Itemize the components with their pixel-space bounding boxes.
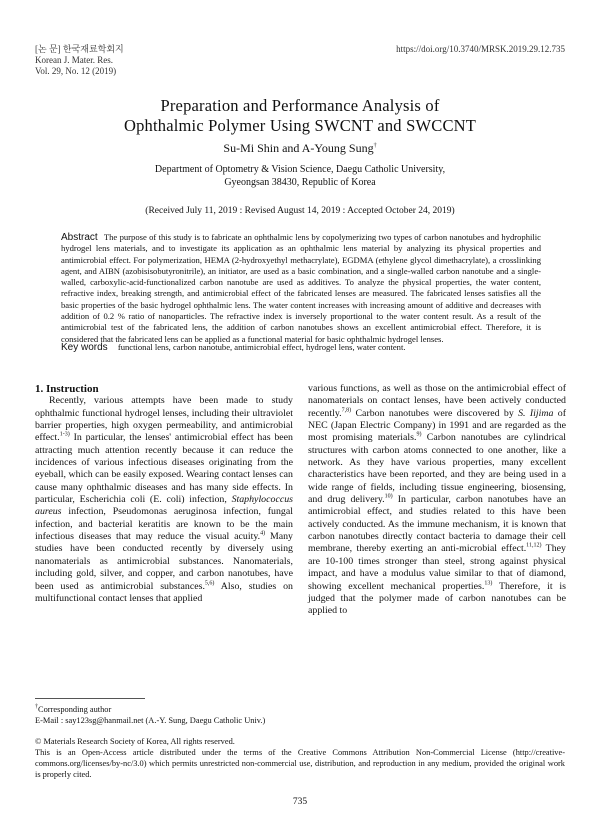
body-column-right: [308, 383, 566, 618]
authors-text: Su-Mi Shin and A-Young Sung: [223, 141, 374, 155]
footnote-email: E-Mail : say123sg@hanmail.net (A.-Y. Sung, Daegu Catholic Univ.): [35, 716, 266, 725]
abstract: [61, 232, 541, 345]
text-run: Carbon nanotubes are cylindrical structures with carbon atoms connected to one another, like a network. As they have various properties, many excellent characteristics have been reported, and they are being used in a wide range of fields, including tissue engineering, biosensing, and drug delivery.: [308, 432, 566, 506]
citation: 10): [384, 493, 393, 500]
journal-header: [35, 44, 124, 77]
text-run: Also, studies on multifunctional contact lenses that applied: [35, 580, 293, 604]
text-run: Therefore, it is judged that the polymer made of carbon nanotubes can be applied to: [308, 580, 566, 617]
journal-abbrev: Korean J. Mater. Res.: [35, 55, 113, 65]
license-text: This is an Open-Access article distributed under the terms of the Creative Commons Attribution Non-Commercial License (http://creative-commons.org/licenses/by-nc/3.0) which permits unrestricted non-commercial use, distribution, and reproduction in any medium, provided the original work is properly cited.: [35, 748, 565, 779]
copyright-notice: © Materials Research Society of Korea, All rights reserved.: [35, 737, 235, 746]
species-name: Staphylococcus aureus: [35, 494, 293, 518]
abstract-text: The purpose of this study is to fabricate an ophthalmic lens by copolymerizing two types of carbon nanotubes and hydrophilic hydrogel lens materials, and to investigate its application as an ophthalmic lens material by analyzing its physical properties and antimicrobial effect. For polymerization, HEMA (2-hydroxyethyl methacrylate), EGDMA (ethylene glycol dimethacrylate), a crosslinking agent, and AIBN (azobisisobutyronitrile), an initiator, are used as a basic combination, and a single-walled carbon nanotube and a single-walled, carboxylic-acid-functionalized carbon nanotube are used as additives. To analyze the physical properties, the water content, refractive index, breaking strength, and antimicrobial effect of the fabricated lenses are measured. The fabricated lenses satisfies all the basic properties of the basic hydrogel ophthalmic lens. The water content increases with increasing amount of additive and decreases with addition of 0.2 % ratio of nanoparticles. The refractive index is inversely proportional to the water content result. As a result of the antimicrobial test of the fabricated lens, the addition of carbon nanotubes shows an excellent antimicrobial effect. Therefore, it is considered that the fabricated lens can be applied as a functional material for basic ophthalmic hydrogel lenses.: [61, 232, 541, 344]
corresponding-mark: †: [373, 143, 377, 149]
intro-paragraph: [35, 395, 293, 605]
footnote-mark: †: [35, 704, 38, 711]
citation: 7,8): [341, 407, 352, 414]
affiliation-line-1: Department of Optometry & Vision Science, Daegu Catholic University,: [154, 164, 446, 175]
text-run: various functions, as well as those on the antimicrobial effect of nanomaterials on contact lenses, have been actively conducted recently.: [308, 383, 566, 419]
paper-title: [0, 96, 600, 136]
text-run: In particular, the lenses' antimicrobial effect has been attracting much attention recently because it can reduce the incidences of various infectious diseases originating from the eyeball, which can be easily exposed. Wearing contact lenses can cause many ophthalmic diseases and has many side effects. In particular, Escherichia coli (E. coli) infection,: [35, 432, 293, 506]
citation: 9): [416, 432, 422, 439]
citation: 5,6): [204, 580, 215, 587]
citation: 13): [484, 580, 493, 587]
affiliation-line-2: Gyeongsan 38430, Republic of Korea: [224, 177, 376, 188]
section-heading: 1. Instruction: [35, 383, 99, 395]
person-name: S. Iijima: [518, 407, 554, 419]
text-run: Recently, various attempts have been made to study ophthalmic functional hydrogel lenses, including their ultraviolet barrier properties, high oxygen permeability, and antimicrobial effect.: [35, 395, 293, 444]
text-run: Carbon nanotubes were discovered by: [351, 407, 519, 419]
footnote: [35, 704, 265, 726]
keywords-label: Key words: [61, 342, 108, 353]
journal-korean: [논 문] 한국재료학회지: [35, 44, 124, 54]
text-run: Many studies have been conducted recently by diversely using nanomaterials as antimicrobial substances. Nanomaterials, including gold, silver, and copper, and carbon nanotubes, have been used as antimicrobial substances.: [35, 531, 293, 592]
title-line-1: Preparation and Performance Analysis of: [160, 96, 440, 115]
received-dates: (Received July 11, 2019 : Revised August 14, 2019 : Accepted October 24, 2019): [145, 206, 455, 216]
affiliation: [0, 163, 600, 189]
page-number: 735: [292, 797, 308, 807]
doi-link[interactable]: https://doi.org/10.3740/MRSK.2019.29.12.735: [396, 44, 565, 54]
text-run: They are 10-100 times stronger than steel, strong against physical impact, and have a modulus value similar to that of diamond, showing excellent mechanical properties.: [308, 543, 566, 592]
text-run: of NEC (Japan Electric Company) in 1991 and are regarded as the most promising materials.: [308, 407, 566, 444]
citation: 4): [260, 530, 266, 537]
footnote-divider: [35, 698, 145, 699]
author-list: [0, 141, 600, 156]
citation: 11,12): [526, 543, 542, 550]
text-run: infection, Pseudomonas aeruginosa infection, fungal infection, and bacterial keratitis are known to be the main infectious diseases that may reduce the visual acuity.: [35, 506, 293, 543]
text-run: In particular, carbon nanotubes have an antimicrobial effect, and studies related to this have been actively conducted. As the immune mechanism, it is known that carbon nanotubes directly contact bacteria to damage their cell membrane, thereby exerting an anti-microbial effect.: [308, 494, 566, 555]
keywords: [61, 342, 541, 353]
journal-volume: Vol. 29, No. 12 (2019): [35, 66, 117, 76]
abstract-label: Abstract: [61, 232, 98, 243]
body-column-left: [35, 383, 293, 605]
license-block: [35, 736, 565, 780]
footnote-corresponding: Corresponding author: [38, 705, 112, 714]
title-line-2: Ophthalmic Polymer Using SWCNT and SWCCNT: [123, 116, 477, 135]
continued-paragraph: [308, 383, 566, 618]
citation: 1-3): [59, 432, 70, 439]
keywords-text: functional lens, carbon nanotube, antimicrobial effect, hydrogel lens, water content.: [117, 342, 406, 352]
